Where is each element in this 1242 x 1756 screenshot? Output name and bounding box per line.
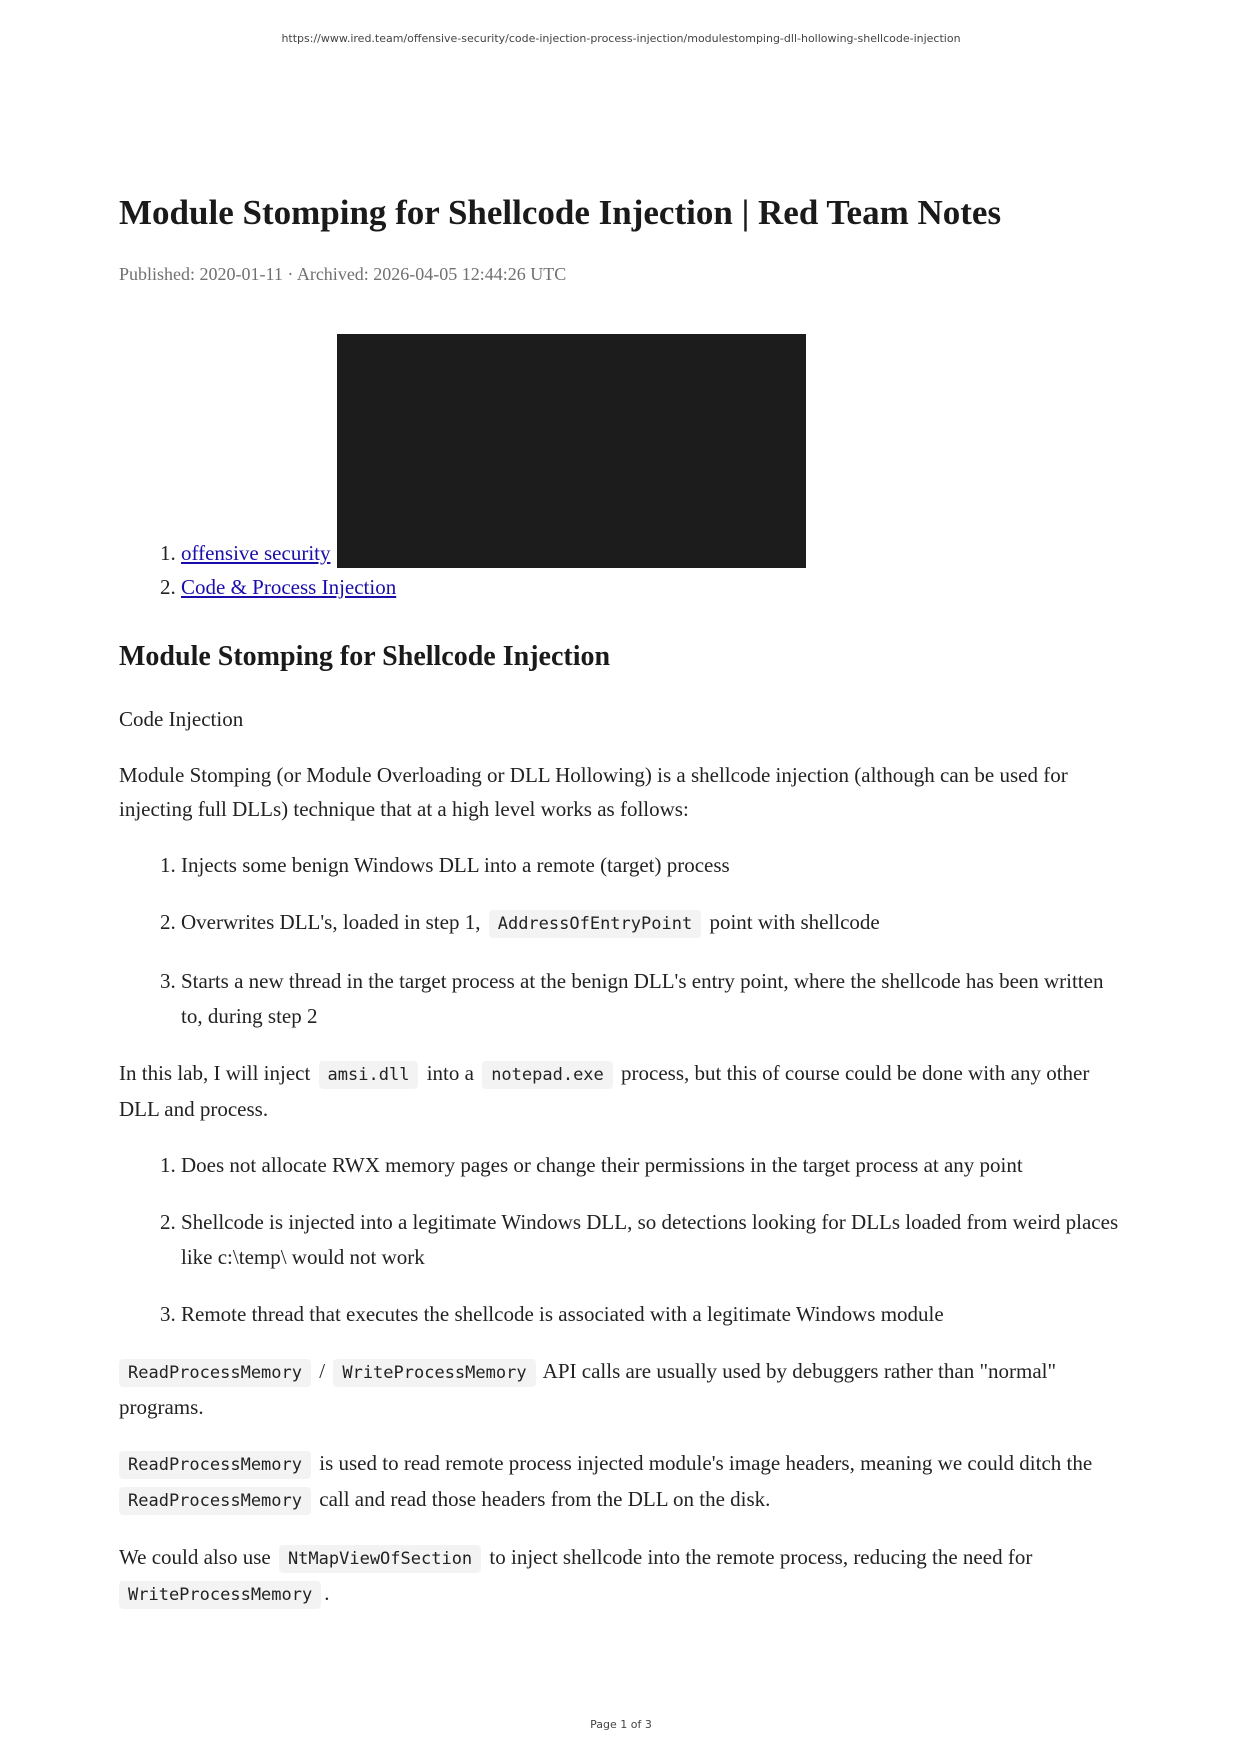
breadcrumb-link-offensive-security[interactable]: offensive security [181,540,331,565]
cover-image [337,334,806,568]
inline-code: WriteProcessMemory [333,1359,535,1387]
category-label: Code Injection [119,706,244,731]
paragraph-text: In this lab, I will inject [119,1060,316,1085]
step-text: point with shellcode [704,909,880,934]
paragraph-text: process, but this of course could be done with any other DLL and process. [119,1060,1090,1121]
breadcrumb-item [181,570,1124,604]
inline-code: ReadProcessMemory [119,1487,311,1515]
intro-paragraph: Module Stomping (or Module Overloading or DLL Hollowing) is a shellcode injection (although can be used for injecting full DLLs) technique that at a high level works as follows: [119,762,1068,821]
step-text: Overwrites DLL's, loaded in step 1, [181,909,486,934]
inline-code: ReadProcessMemory [119,1359,311,1387]
paragraph-text: . [324,1580,330,1605]
inline-code: AddressOfEntryPoint [489,910,701,938]
inline-code: NtMapViewOfSection [279,1545,481,1573]
list-item: 2. Shellcode is injected into a legitimate Windows DLL, so detections looking for DLLs loaded from weird places like c:\temp\ would not work [181,1205,1124,1275]
breadcrumb-link-code-process-injection[interactable]: Code & Process Injection [181,574,397,599]
article-heading: Module Stomping for Shellcode Injection [119,640,611,672]
list-item: 1. Injects some benign Windows DLL into a remote (target) process [181,848,1124,883]
mapview-paragraph [119,1540,1124,1612]
paragraph-text: API calls are usually used by debuggers rather than "normal" programs. [119,1358,1057,1419]
page-url: https://www.ired.team/offensive-security/code-injection-process-injection/modulestomping-dll-hollowing-shellcode-injection [281,32,961,45]
list-item: 1. Does not allocate RWX memory pages or change their permissions in the target process at any point [181,1148,1124,1183]
inline-code: notepad.exe [482,1061,613,1089]
paragraph-text: is used to read remote process injected module's image headers, meaning we could ditch the [314,1450,1093,1475]
paragraph-text: call and read those headers from the DLL on the disk. [314,1486,771,1511]
advantages-list [119,1148,1124,1332]
api-paragraph [119,1354,1124,1424]
readmemory-paragraph [119,1446,1124,1518]
paragraph-text: into a [421,1060,480,1085]
page-title: Module Stomping for Shellcode Injection | Red Team Notes [119,193,1002,232]
inline-code: ReadProcessMemory [119,1451,311,1479]
lab-paragraph [119,1056,1124,1126]
list-item: 3. Starts a new thread in the target process at the benign DLL's entry point, where the shellcode has been written to, during step 2 [181,964,1124,1034]
publish-meta: Published: 2020-01-11 · Archived: 2026-04-05 12:44:26 UTC [119,263,567,284]
page-number: Page 1 of 3 [590,1718,652,1731]
paragraph-text: / [314,1358,331,1383]
technique-steps-list [119,848,1124,1034]
paragraph-text: We could also use [119,1544,276,1569]
inline-code: WriteProcessMemory [119,1581,321,1609]
article [119,190,1124,1612]
list-item: 3. Remote thread that executes the shellcode is associated with a legitimate Windows module [181,1297,1124,1332]
paragraph-text: to inject shellcode into the remote process, reducing the need for [484,1544,1033,1569]
inline-code: amsi.dll [319,1061,419,1089]
list-item [181,905,1124,942]
